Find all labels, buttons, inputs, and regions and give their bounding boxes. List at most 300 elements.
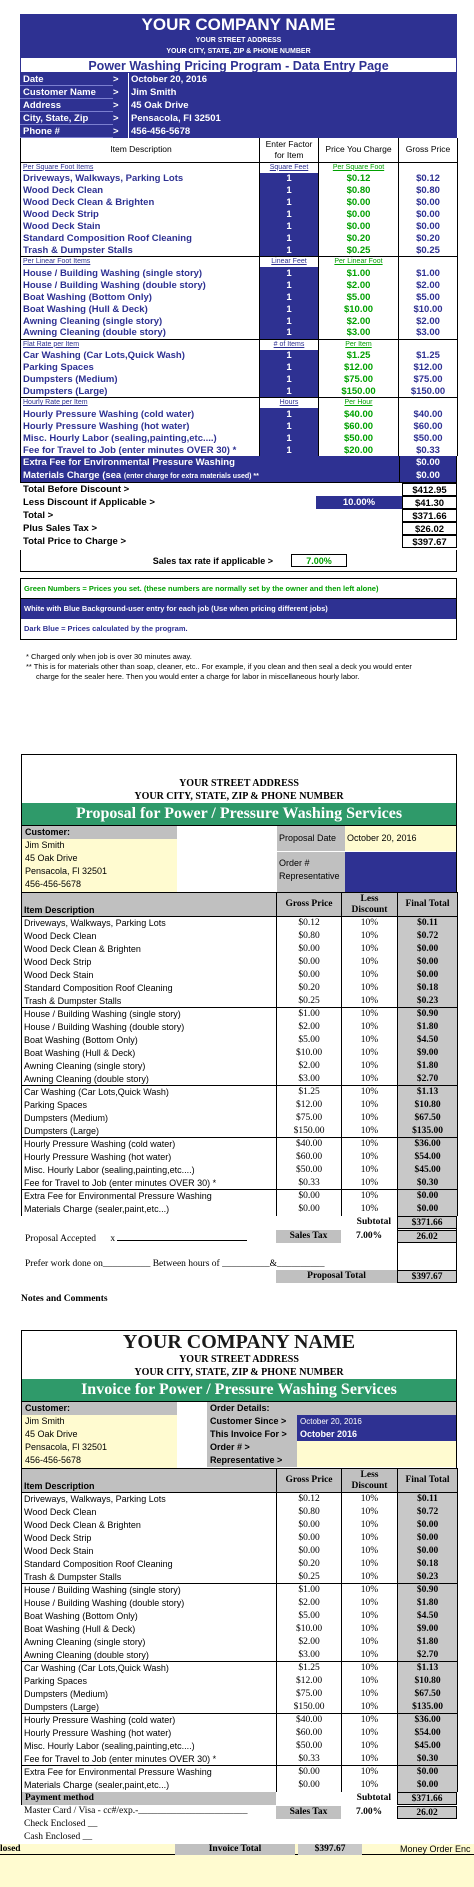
invoice-check-label[interactable]: Check Enclosed __ bbox=[24, 1818, 98, 1829]
item-final: $45.00 bbox=[398, 1164, 458, 1177]
total-row bbox=[20, 483, 457, 496]
invoice-detail-row bbox=[207, 1441, 456, 1454]
item-price[interactable]: $0.12 bbox=[319, 173, 399, 185]
item-discount: 10% bbox=[342, 1545, 398, 1558]
invoice-subtotal-value: $371.66 bbox=[397, 1792, 457, 1805]
item-discount: 10% bbox=[342, 1203, 398, 1216]
item-factor-input[interactable]: 1 bbox=[260, 444, 319, 456]
item-price[interactable]: $2.00 bbox=[319, 315, 399, 327]
item-final: $10.80 bbox=[398, 1099, 458, 1112]
item-description: Wood Deck Stain bbox=[22, 1545, 277, 1558]
item-description: Dumpsters (Large) bbox=[22, 1701, 277, 1714]
item-gross: $40.00 bbox=[277, 1138, 342, 1151]
proposal-accepted bbox=[25, 1234, 247, 1244]
table-row bbox=[22, 1571, 458, 1584]
item-final: $54.00 bbox=[398, 1727, 458, 1740]
item-price[interactable]: $1.25 bbox=[319, 350, 399, 362]
item-gross: $0.00 bbox=[277, 1766, 342, 1779]
item-discount: 10% bbox=[342, 1740, 398, 1753]
table-row bbox=[22, 1034, 458, 1047]
item-description: Dumpsters (Medium) bbox=[21, 374, 260, 386]
item-factor-input[interactable]: 1 bbox=[260, 173, 319, 185]
item-final: $0.00 bbox=[398, 1779, 458, 1792]
item-description: Wood Deck Clean & Brighten bbox=[22, 1519, 277, 1532]
item-discount: 10% bbox=[342, 1519, 398, 1532]
category-unit: Hours bbox=[260, 398, 319, 409]
item-discount: 10% bbox=[342, 982, 398, 995]
proposal-company-name: YOUR COMPANY NAME bbox=[22, 755, 456, 777]
item-price[interactable]: $150.00 bbox=[319, 386, 399, 398]
item-final: $135.00 bbox=[398, 1125, 458, 1138]
proposal-sales-tax-label: Sales Tax bbox=[276, 1230, 341, 1243]
item-description: Wood Deck Strip bbox=[22, 956, 277, 969]
item-price[interactable]: $0.20 bbox=[319, 233, 399, 245]
sales-tax-rate-label: Sales tax rate if applicable > bbox=[152, 555, 273, 566]
item-description: Dumpsters (Large) bbox=[22, 1125, 277, 1138]
category-row bbox=[21, 398, 458, 409]
item-description: Standard Composition Roof Cleaning bbox=[21, 233, 260, 245]
proposal-order-label: Order # bbox=[279, 858, 310, 868]
proposal-notes-label: Notes and Comments bbox=[21, 1293, 108, 1304]
item-final: $0.23 bbox=[398, 995, 458, 1008]
invoice-customer-city: Pensacola, Fl 32501 bbox=[25, 1442, 108, 1452]
proposal-customer-name: Jim Smith bbox=[25, 840, 65, 850]
proposal-sales-tax-value: 26.02 bbox=[397, 1230, 457, 1243]
proposal-accepted-x: x bbox=[110, 1233, 116, 1244]
legend-dark-blue: Dark Blue = Prices calculated by the program. bbox=[21, 619, 456, 639]
proposal-subtotal-label: Subtotal bbox=[356, 1216, 391, 1227]
customer-field-label: Date bbox=[20, 73, 113, 86]
table-row bbox=[22, 1623, 458, 1636]
item-description: Driveways, Walkways, Parking Lots bbox=[21, 173, 260, 185]
item-final: $0.00 bbox=[398, 1545, 458, 1558]
table-row bbox=[22, 1532, 458, 1545]
invoice-total-label: Invoice Total bbox=[175, 1844, 295, 1855]
item-description: Car Washing (Car Lots,Quick Wash) bbox=[22, 1662, 277, 1675]
table-row bbox=[22, 930, 458, 943]
item-gross: $0.00 bbox=[277, 1779, 342, 1792]
proposal-table bbox=[21, 892, 458, 1216]
invoice-company-name: YOUR COMPANY NAME bbox=[22, 1331, 456, 1353]
city-line: YOUR CITY, STATE, ZIP & PHONE NUMBER bbox=[166, 48, 311, 55]
item-final: $0.30 bbox=[398, 1753, 458, 1766]
total-label: Plus Sales Tax > bbox=[23, 523, 98, 534]
item-gross: $0.20 bbox=[399, 233, 458, 245]
item-gross: $10.00 bbox=[277, 1623, 342, 1636]
item-final: $1.13 bbox=[398, 1662, 458, 1675]
invoice-detail-label: Representative > bbox=[207, 1454, 297, 1467]
customer-field-label: Customer Name bbox=[20, 86, 113, 99]
item-price[interactable]: $5.00 bbox=[319, 291, 399, 303]
table-row bbox=[22, 1662, 458, 1675]
item-factor-input[interactable]: 1 bbox=[260, 279, 319, 291]
item-gross: $0.80 bbox=[277, 930, 342, 943]
item-gross: $10.00 bbox=[399, 303, 458, 315]
item-description: Awning Cleaning (single story) bbox=[22, 1636, 277, 1649]
item-gross: $12.00 bbox=[277, 1099, 342, 1112]
item-discount: 10% bbox=[342, 1571, 398, 1584]
item-description: Misc. Hourly Labor (sealing,painting,etc....) bbox=[21, 432, 260, 444]
item-final: $36.00 bbox=[398, 1714, 458, 1727]
item-discount: 10% bbox=[342, 1623, 398, 1636]
customer-field-value[interactable]: 45 Oak Drive bbox=[128, 99, 457, 112]
table-row bbox=[22, 1073, 458, 1086]
item-discount: 10% bbox=[342, 1190, 398, 1203]
item-price[interactable]: $40.00 bbox=[319, 408, 399, 420]
invoice-cash-label[interactable]: Cash Enclosed __ bbox=[24, 1831, 93, 1842]
item-price[interactable]: $3.00 bbox=[319, 327, 399, 339]
item-gross: $2.00 bbox=[277, 1060, 342, 1073]
item-factor-input[interactable]: 1 bbox=[260, 267, 319, 279]
category-unit: Linear Feet bbox=[260, 257, 319, 268]
item-description: Trash & Dumpster Stalls bbox=[22, 1571, 277, 1584]
item-description: Dumpsters (Medium) bbox=[22, 1688, 277, 1701]
table-row bbox=[21, 362, 458, 374]
entry-header bbox=[20, 14, 457, 57]
item-description: Parking Spaces bbox=[21, 362, 260, 374]
proposal-footer bbox=[21, 1216, 457, 1294]
table-row bbox=[22, 969, 458, 982]
item-gross: $5.00 bbox=[277, 1610, 342, 1623]
item-price[interactable]: $20.00 bbox=[319, 444, 399, 456]
item-description: Hourly Pressure Washing (cold water) bbox=[22, 1714, 277, 1727]
item-description: House / Building Washing (single story) bbox=[22, 1584, 277, 1597]
table-row bbox=[21, 245, 458, 257]
table-row bbox=[21, 327, 458, 339]
total-label: Total Price to Charge > bbox=[23, 536, 127, 547]
proposal-order-value[interactable] bbox=[345, 852, 456, 892]
item-discount: 10% bbox=[342, 1727, 398, 1740]
item-gross: $0.00 bbox=[399, 209, 458, 221]
item-gross: $3.00 bbox=[277, 1649, 342, 1662]
customer-field-value[interactable]: 456-456-5678 bbox=[128, 125, 457, 138]
item-price[interactable]: $75.00 bbox=[319, 374, 399, 386]
item-gross: $0.00 bbox=[277, 956, 342, 969]
category-gross-blank bbox=[399, 162, 458, 173]
table-row bbox=[22, 1597, 458, 1610]
customer-field-value[interactable]: October 20, 2016 bbox=[128, 73, 457, 86]
table-row bbox=[22, 1112, 458, 1125]
signature-line[interactable] bbox=[117, 1240, 247, 1241]
item-factor-input[interactable]: 1 bbox=[260, 420, 319, 432]
item-price[interactable]: $0.00 bbox=[319, 221, 399, 233]
item-discount: 10% bbox=[342, 1584, 398, 1597]
table-row bbox=[22, 1753, 458, 1766]
table-row bbox=[21, 420, 458, 432]
invoice-col-final: Final Total bbox=[398, 1469, 458, 1493]
materials-desc: Materials Charge (sea bbox=[23, 470, 122, 481]
item-price[interactable]: $0.00 bbox=[319, 197, 399, 209]
item-discount: 10% bbox=[342, 1177, 398, 1190]
item-factor-input[interactable]: 1 bbox=[260, 327, 319, 339]
total-mid bbox=[316, 535, 402, 548]
item-description: House / Building Washing (single story) bbox=[21, 267, 260, 279]
invoice-total-value: $397.67 bbox=[298, 1844, 362, 1855]
item-gross: $0.33 bbox=[277, 1753, 342, 1766]
item-final: $54.00 bbox=[398, 1151, 458, 1164]
item-price[interactable]: $0.00 bbox=[319, 209, 399, 221]
table-row bbox=[22, 917, 458, 930]
item-price[interactable]: $0.25 bbox=[319, 245, 399, 257]
item-gross: $0.20 bbox=[277, 1558, 342, 1571]
note-3: charge for the sealer here. Then you would enter a charge for labor in miscellaneous hourly labor. bbox=[36, 672, 360, 681]
table-row bbox=[22, 1519, 458, 1532]
item-gross: $12.00 bbox=[399, 362, 458, 374]
color-legend bbox=[20, 578, 457, 640]
item-factor-input[interactable]: 1 bbox=[260, 185, 319, 197]
proposal-customer-address: 45 Oak Drive bbox=[25, 853, 78, 863]
item-final: $1.80 bbox=[398, 1021, 458, 1034]
total-value: $397.67 bbox=[402, 535, 457, 548]
item-final: $0.00 bbox=[398, 1519, 458, 1532]
company-name: YOUR COMPANY NAME bbox=[141, 15, 336, 34]
item-gross: $2.00 bbox=[277, 1636, 342, 1649]
proposal-page bbox=[21, 754, 457, 1304]
item-description: Extra Fee for Environmental Pressure Washing bbox=[22, 1190, 277, 1203]
item-factor-input[interactable]: 1 bbox=[260, 209, 319, 221]
category-unit: # of Items bbox=[260, 339, 319, 350]
item-discount: 10% bbox=[342, 1701, 398, 1714]
invoice-detail-value[interactable] bbox=[297, 1441, 456, 1454]
item-description: Misc. Hourly Labor (sealing,painting,etc....) bbox=[22, 1740, 277, 1753]
item-discount: 10% bbox=[342, 1675, 398, 1688]
item-discount: 10% bbox=[342, 943, 398, 956]
item-gross: $0.25 bbox=[277, 1571, 342, 1584]
item-gross: $0.12 bbox=[399, 173, 458, 185]
col-gross: Gross Price bbox=[399, 138, 458, 162]
item-factor-input[interactable]: 1 bbox=[260, 374, 319, 386]
table-row bbox=[22, 1190, 458, 1203]
table-row bbox=[22, 1584, 458, 1597]
item-description: Boat Washing (Hull & Deck) bbox=[21, 303, 260, 315]
item-factor-input[interactable]: 1 bbox=[260, 303, 319, 315]
table-row bbox=[21, 221, 458, 233]
table-row bbox=[22, 1177, 458, 1190]
invoice-detail-label: Order # > bbox=[207, 1441, 297, 1454]
item-description: Boat Washing (Hull & Deck) bbox=[22, 1623, 277, 1636]
item-description: Fee for Travel to Job (enter minutes OVER 30) * bbox=[22, 1177, 277, 1190]
invoice-sales-tax-label: Sales Tax bbox=[276, 1806, 341, 1819]
item-gross: $0.80 bbox=[399, 185, 458, 197]
sales-tax-rate-value[interactable]: 7.00% bbox=[291, 554, 347, 567]
item-gross: $2.00 bbox=[277, 1597, 342, 1610]
item-description: Boat Washing (Hull & Deck) bbox=[22, 1047, 277, 1060]
item-final: $0.72 bbox=[398, 930, 458, 943]
item-factor-input[interactable]: 1 bbox=[260, 233, 319, 245]
item-discount: 10% bbox=[342, 1060, 398, 1073]
proposal-total-value: $397.67 bbox=[397, 1270, 457, 1283]
category-name: Per Linear Foot Items bbox=[21, 257, 260, 268]
item-gross: $0.25 bbox=[399, 245, 458, 257]
item-factor-input[interactable]: 1 bbox=[260, 362, 319, 374]
item-description: Boat Washing (Bottom Only) bbox=[22, 1610, 277, 1623]
invoice-detail-row bbox=[207, 1428, 456, 1441]
item-discount: 10% bbox=[342, 1649, 398, 1662]
item-price[interactable]: $60.00 bbox=[319, 420, 399, 432]
category-rate: Per Item bbox=[319, 339, 399, 350]
total-mid bbox=[316, 483, 402, 496]
table-row bbox=[21, 197, 458, 209]
item-price[interactable]: $0.80 bbox=[319, 185, 399, 197]
col-item: Item Description bbox=[21, 138, 260, 162]
customer-field-arrow: > bbox=[113, 73, 128, 86]
proposal-sales-tax-rate: 7.00% bbox=[355, 1230, 383, 1241]
item-price[interactable]: $1.00 bbox=[319, 267, 399, 279]
item-final: $9.00 bbox=[398, 1623, 458, 1636]
item-description: Fee for Travel to Job (enter minutes OVER 30) * bbox=[22, 1753, 277, 1766]
category-name: Flat Rate per Item bbox=[21, 339, 260, 350]
item-gross: $50.00 bbox=[277, 1164, 342, 1177]
item-gross: $1.00 bbox=[277, 1584, 342, 1597]
item-description: House / Building Washing (double story) bbox=[22, 1597, 277, 1610]
item-description: Hourly Pressure Washing (hot water) bbox=[22, 1727, 277, 1740]
table-row bbox=[22, 982, 458, 995]
item-factor-input[interactable]: 1 bbox=[260, 350, 319, 362]
materials-row bbox=[21, 469, 456, 482]
table-row bbox=[21, 185, 458, 197]
item-description: Misc. Hourly Labor (sealing,painting,etc....) bbox=[22, 1164, 277, 1177]
table-row bbox=[22, 1714, 458, 1727]
item-factor-input[interactable]: 1 bbox=[260, 432, 319, 444]
pricing-table bbox=[20, 138, 458, 456]
item-final: $0.18 bbox=[398, 1558, 458, 1571]
item-description: Boat Washing (Bottom Only) bbox=[22, 1034, 277, 1047]
proposal-accepted-label: Proposal Accepted bbox=[25, 1233, 96, 1244]
item-description: Trash & Dumpster Stalls bbox=[21, 245, 260, 257]
item-discount: 10% bbox=[342, 1558, 398, 1571]
proposal-customer-city: Pensacola, Fl 32501 bbox=[25, 866, 108, 876]
extra-block bbox=[20, 456, 457, 483]
item-final: $0.00 bbox=[398, 1190, 458, 1203]
totals-block bbox=[20, 483, 457, 548]
total-mid bbox=[316, 509, 402, 522]
item-description: Hourly Pressure Washing (cold water) bbox=[22, 1138, 277, 1151]
item-description: Wood Deck Strip bbox=[22, 1532, 277, 1545]
item-factor-input[interactable]: 1 bbox=[260, 291, 319, 303]
item-price[interactable]: $50.00 bbox=[319, 432, 399, 444]
item-discount: 10% bbox=[342, 1138, 398, 1151]
invoice-detail-row bbox=[207, 1415, 456, 1428]
item-final: $1.13 bbox=[398, 1086, 458, 1099]
item-final: $0.00 bbox=[398, 1766, 458, 1779]
item-factor-input[interactable]: 1 bbox=[260, 245, 319, 257]
item-final: $67.50 bbox=[398, 1688, 458, 1701]
item-gross: $0.00 bbox=[277, 1545, 342, 1558]
item-description: House / Building Washing (double story) bbox=[21, 279, 260, 291]
table-row bbox=[22, 1151, 458, 1164]
category-gross-blank bbox=[399, 398, 458, 409]
table-row bbox=[22, 1649, 458, 1662]
item-factor-input[interactable]: 1 bbox=[260, 408, 319, 420]
item-description: Hourly Pressure Washing (hot water) bbox=[22, 1151, 277, 1164]
item-description: Dumpsters (Large) bbox=[21, 386, 260, 398]
item-factor-input[interactable]: 1 bbox=[260, 386, 319, 398]
item-discount: 10% bbox=[342, 1779, 398, 1792]
invoice-detail-value[interactable]: October 20, 2016 bbox=[297, 1415, 456, 1428]
item-gross: $0.80 bbox=[277, 1506, 342, 1519]
item-discount: 10% bbox=[342, 956, 398, 969]
table-row bbox=[22, 995, 458, 1008]
invoice-detail-value[interactable] bbox=[297, 1454, 456, 1467]
invoice-col-less: Less Discount bbox=[342, 1469, 398, 1493]
item-final: $36.00 bbox=[398, 1138, 458, 1151]
invoice-money-order-label[interactable]: Money Order Enc bbox=[400, 1844, 471, 1854]
item-description: Awning Cleaning (double story) bbox=[22, 1649, 277, 1662]
item-final: $0.11 bbox=[398, 917, 458, 930]
customer-fields bbox=[20, 73, 457, 138]
item-gross: $3.00 bbox=[277, 1073, 342, 1086]
total-value: $412.95 bbox=[402, 483, 457, 496]
item-gross: $12.00 bbox=[277, 1675, 342, 1688]
total-value: $26.02 bbox=[402, 522, 457, 535]
item-final: $0.00 bbox=[398, 956, 458, 969]
item-description: Hourly Pressure Washing (hot water) bbox=[21, 420, 260, 432]
invoice-street: YOUR STREET ADDRESS bbox=[22, 1353, 456, 1366]
item-discount: 10% bbox=[342, 1125, 398, 1138]
customer-field-arrow: > bbox=[113, 112, 128, 125]
item-description: House / Building Washing (single story) bbox=[22, 1008, 277, 1021]
customer-field-label: City, State, Zip bbox=[20, 112, 113, 125]
item-discount: 10% bbox=[342, 1714, 398, 1727]
item-price[interactable]: $10.00 bbox=[319, 303, 399, 315]
item-price[interactable]: $12.00 bbox=[319, 362, 399, 374]
total-label: Total > bbox=[23, 510, 54, 521]
customer-field-arrow: > bbox=[113, 99, 128, 112]
invoice-card-label[interactable]: Master Card / Visa - cc#/exp.-_______________________ bbox=[24, 1805, 248, 1816]
invoice-customer-phone: 456-456-5678 bbox=[25, 1455, 82, 1465]
item-description: Dumpsters (Medium) bbox=[22, 1112, 277, 1125]
item-final: $10.80 bbox=[398, 1675, 458, 1688]
extra-fee-value: $0.00 bbox=[399, 456, 456, 469]
total-value: $41.30 bbox=[402, 496, 457, 509]
item-factor-input[interactable]: 1 bbox=[260, 221, 319, 233]
proposal-date-value[interactable]: October 20, 2016 bbox=[345, 826, 456, 851]
item-gross: $10.00 bbox=[277, 1047, 342, 1060]
total-value: $371.66 bbox=[402, 509, 457, 522]
item-discount: 10% bbox=[342, 1493, 398, 1506]
item-gross: $150.00 bbox=[399, 386, 458, 398]
customer-field-value[interactable]: Pensacola, Fl 32501 bbox=[128, 112, 457, 125]
category-gross-blank bbox=[399, 339, 458, 350]
total-row bbox=[20, 522, 457, 535]
item-description: Standard Composition Roof Cleaning bbox=[22, 982, 277, 995]
item-description: Awning Cleaning (single story) bbox=[22, 1060, 277, 1073]
item-price[interactable]: $2.00 bbox=[319, 279, 399, 291]
item-gross: $150.00 bbox=[277, 1125, 342, 1138]
item-factor-input[interactable]: 1 bbox=[260, 197, 319, 209]
invoice-order-details-label: Order Details: bbox=[207, 1402, 456, 1415]
customer-field-arrow: > bbox=[113, 125, 128, 138]
item-discount: 10% bbox=[342, 1034, 398, 1047]
item-factor-input[interactable]: 1 bbox=[260, 315, 319, 327]
item-discount: 10% bbox=[342, 1532, 398, 1545]
invoice-detail-label: This Invoice For > bbox=[207, 1428, 297, 1441]
category-row bbox=[21, 162, 458, 173]
page-title: Power Washing Pricing Program - Data Entry Page bbox=[20, 57, 457, 73]
item-description: Wood Deck Clean & Brighten bbox=[22, 943, 277, 956]
invoice-col-item: Item Description bbox=[22, 1469, 277, 1493]
customer-field-row bbox=[20, 86, 457, 99]
item-discount: 10% bbox=[342, 1047, 398, 1060]
item-gross: $1.25 bbox=[277, 1086, 342, 1099]
total-mid[interactable]: 10.00% bbox=[316, 496, 402, 509]
materials-note: (enter charge for extra materials used) ** bbox=[123, 473, 259, 480]
table-row bbox=[22, 1060, 458, 1073]
invoice-detail-value[interactable]: October 2016 bbox=[297, 1428, 456, 1441]
item-discount: 10% bbox=[342, 917, 398, 930]
customer-field-value[interactable]: Jim Smith bbox=[128, 86, 457, 99]
customer-field-row bbox=[20, 99, 457, 112]
